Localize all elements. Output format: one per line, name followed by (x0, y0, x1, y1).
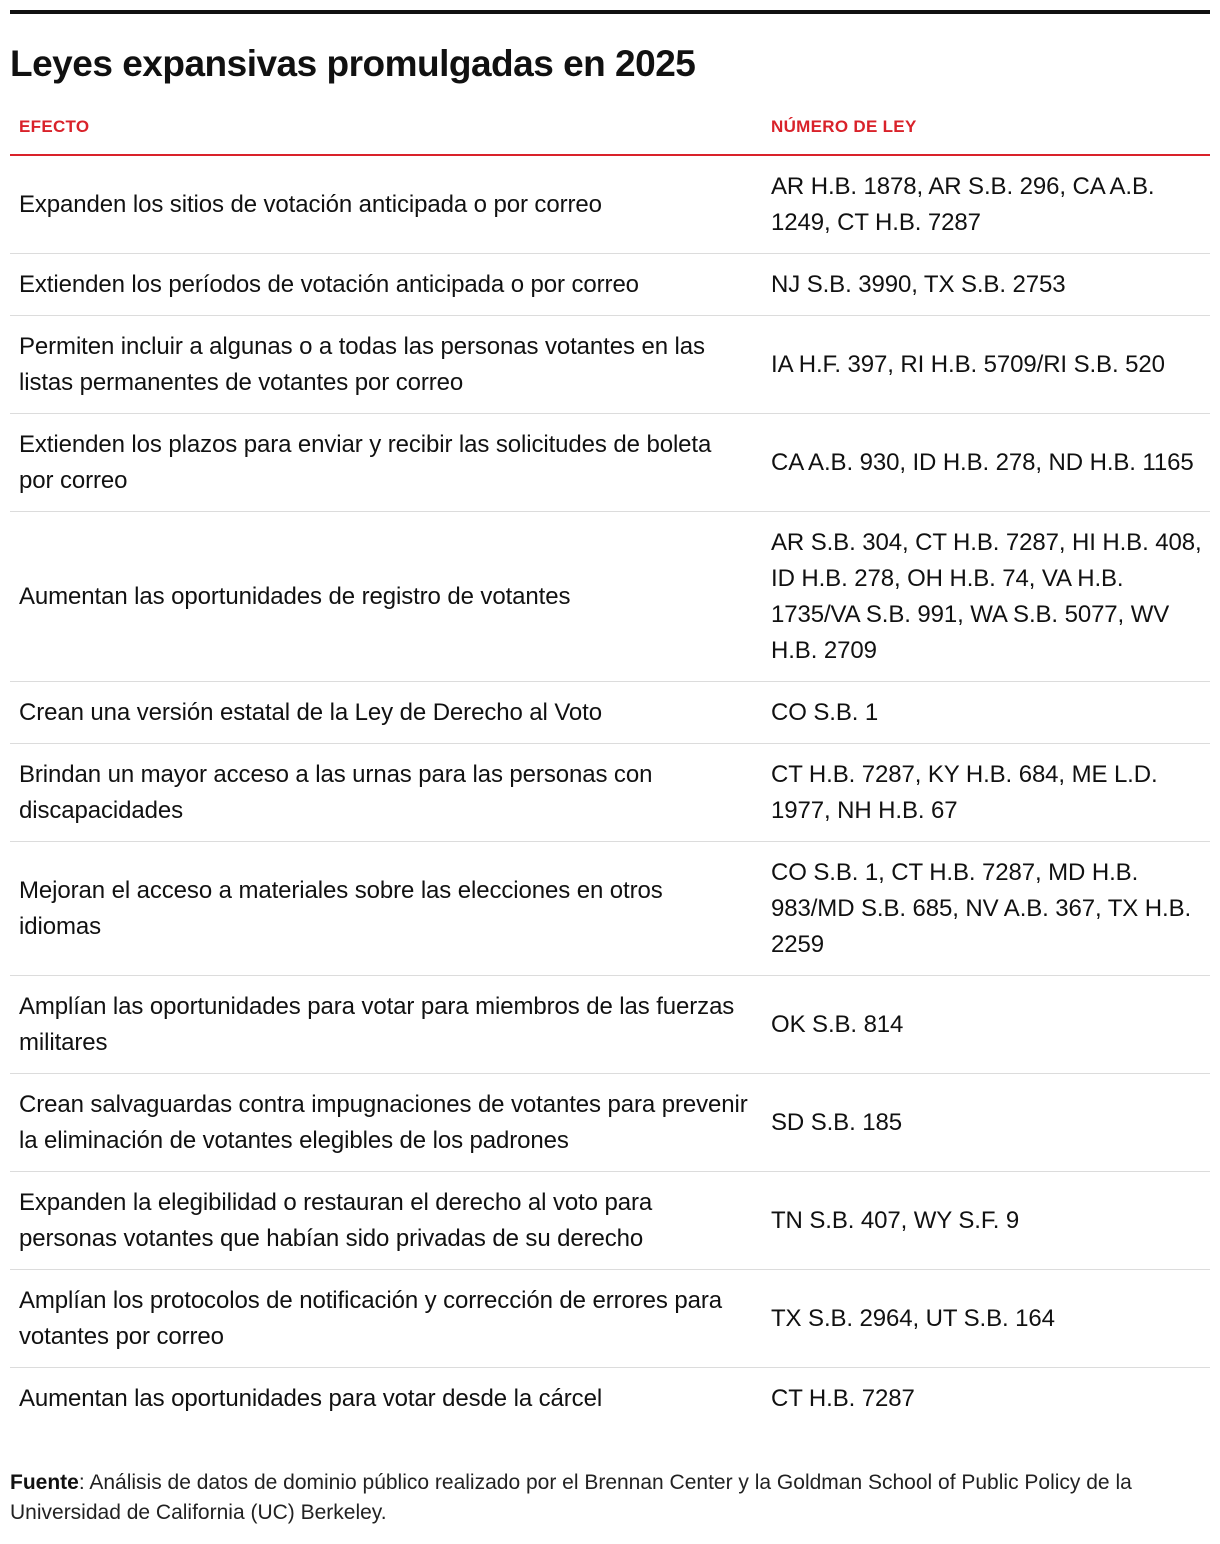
effect-cell: Crean una versión estatal de la Ley de Derecho al Voto (19, 698, 602, 726)
table-row (10, 976, 1210, 1074)
source-separator: : (78, 1471, 90, 1494)
table-row (10, 316, 1210, 414)
law-cell: OK S.B. 814 (771, 1010, 904, 1038)
page-title: Leyes expansivas promulgadas en 2025 (10, 43, 696, 84)
source-note (10, 1468, 1210, 1528)
law-cell: TN S.B. 407, WY S.F. 9 (771, 1206, 1020, 1234)
table-row (10, 414, 1210, 512)
effect-cell: Extienden los plazos para enviar y recibir las solicitudes de boleta por correo (19, 430, 712, 494)
law-cell: CA A.B. 930, ID H.B. 278, ND H.B. 1165 (771, 448, 1194, 476)
effect-cell: Expanden los sitios de votación anticipada o por correo (19, 190, 602, 218)
top-rule (10, 10, 1210, 14)
effect-cell: Aumentan las oportunidades de registro de votantes (19, 582, 571, 610)
laws-table (10, 98, 1210, 1430)
effect-cell: Mejoran el acceso a materiales sobre las elecciones en otros idiomas (19, 876, 663, 940)
law-cell: CT H.B. 7287, KY H.B. 684, ME L.D. 1977, NH H.B. 67 (771, 760, 1158, 824)
table-row (10, 1270, 1210, 1368)
effect-cell: Amplían los protocolos de notificación y corrección de errores para votantes por correo (19, 1286, 722, 1350)
law-cell: CO S.B. 1 (771, 698, 879, 726)
effect-cell: Aumentan las oportunidades para votar desde la cárcel (19, 1385, 603, 1412)
law-cell: CT H.B. 7287 (771, 1385, 915, 1412)
table-row (10, 156, 1210, 254)
law-cell: IA H.F. 397, RI H.B. 5709/RI S.B. 520 (771, 350, 1165, 378)
table-row (10, 1074, 1210, 1172)
effect-cell: Amplían las oportunidades para votar para miembros de las fuerzas militares (19, 992, 735, 1056)
effect-cell: Expanden la elegibilidad o restauran el derecho al voto para personas votantes que habían sido privadas de su derecho (19, 1188, 653, 1252)
table-header (10, 98, 1210, 156)
effect-cell: Permiten incluir a algunas o a todas las personas votantes en las listas permanentes de votantes por correo (19, 332, 705, 396)
law-cell: AR H.B. 1878, AR S.B. 296, CA A.B. 1249, CT H.B. 7287 (771, 172, 1155, 236)
law-cell: AR S.B. 304, CT H.B. 7287, HI H.B. 408, ID H.B. 278, OH H.B. 74, VA H.B. 1735/VA S.B. 991, WA S.B. 5077, WV H.B. 2709 (771, 528, 1202, 664)
header-effect: EFECTO (19, 117, 90, 136)
effect-cell: Crean salvaguardas contra impugnaciones de votantes para prevenir la eliminación de votantes elegibles de los padrones (19, 1090, 748, 1154)
table-row (10, 682, 1210, 744)
table-row (10, 1172, 1210, 1270)
table-row (10, 744, 1210, 842)
table-row (10, 842, 1210, 976)
table-row (10, 254, 1210, 316)
table-body (10, 156, 1210, 1430)
table-row (10, 1368, 1210, 1430)
law-cell: TX S.B. 2964, UT S.B. 164 (771, 1304, 1055, 1332)
source-text: Análisis de datos de dominio público realizado por el Brennan Center y la Goldman School of Public Policy de la Universidad de California (UC) Berkeley. (10, 1471, 1132, 1524)
header-law-number: NÚMERO DE LEY (771, 117, 917, 136)
effect-cell: Extienden los períodos de votación anticipada o por correo (19, 270, 639, 298)
law-cell: NJ S.B. 3990, TX S.B. 2753 (771, 270, 1066, 298)
law-cell: CO S.B. 1, CT H.B. 7287, MD H.B. 983/MD S.B. 685, NV A.B. 367, TX H.B. 2259 (771, 858, 1192, 958)
effect-cell: Brindan un mayor acceso a las urnas para las personas con discapacidades (19, 760, 653, 824)
table-row (10, 512, 1210, 682)
source-label: Fuente (10, 1471, 79, 1494)
law-cell: SD S.B. 185 (771, 1108, 902, 1136)
